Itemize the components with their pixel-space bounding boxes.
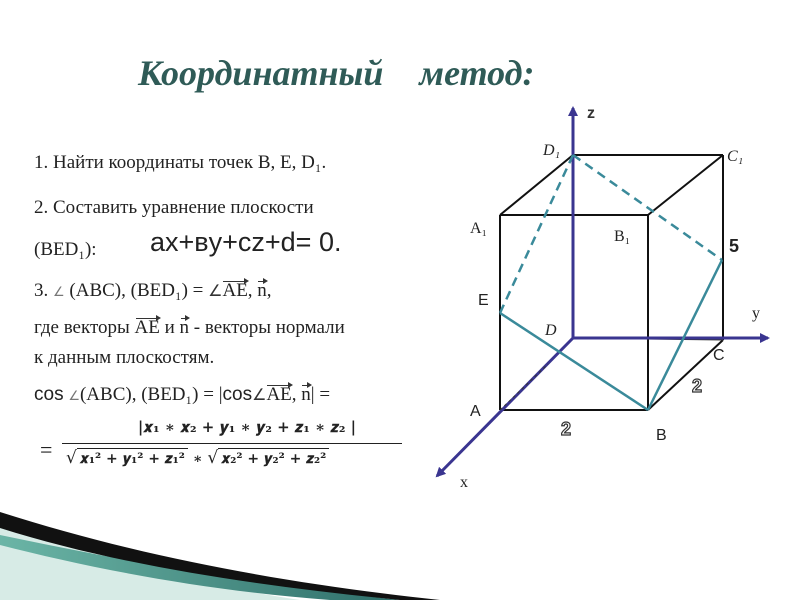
step-3-comma: , xyxy=(247,280,258,301)
vector-ae: AE xyxy=(134,317,160,338)
angle-icon: ∠ xyxy=(68,388,80,403)
cos-label: cos xyxy=(34,384,64,405)
vertex-c1-label: C₁ xyxy=(727,148,744,165)
step-2-plane-label: (BED₁): xyxy=(34,239,97,260)
plane-equation: ax+вy+cz+d= 0. xyxy=(150,227,342,257)
edge-c1-b1 xyxy=(648,155,723,215)
vector-ae: AE xyxy=(266,384,292,405)
dimension-height-label: 5 xyxy=(729,236,740,256)
cos-comma: , xyxy=(291,384,302,405)
segment-b-k xyxy=(648,260,722,410)
vertex-b1-label: B₁ xyxy=(614,228,631,245)
denominator-right: 𝒙₂² + 𝒚₂² + 𝒛₂² xyxy=(218,448,329,467)
decorative-swoosh xyxy=(0,512,440,600)
cos-label-2: cos xyxy=(222,384,253,405)
vertex-b-label: B xyxy=(656,427,667,444)
step-3-planes: (ABC), (BED₁) = xyxy=(69,280,204,301)
axis-y-label: y xyxy=(752,305,760,322)
angle-icon: ∠ xyxy=(53,284,65,299)
vertex-a1-label: A₁ xyxy=(470,220,488,237)
axis-x xyxy=(437,338,573,476)
step-3-number: 3. xyxy=(34,280,49,301)
vertex-d1-label: D₁ xyxy=(543,142,561,159)
slide-title: Координатный метод: xyxy=(138,53,535,93)
vector-ae: AE xyxy=(222,280,248,301)
where-text: где векторы xyxy=(34,317,130,338)
dimension-ab-label: 2 xyxy=(561,419,572,439)
formula-numerator: |𝒙₁ ∗ 𝒙₂ + 𝒚₁ ∗ 𝒚₂ + 𝒛₁ ∗ 𝒛₂ | xyxy=(137,418,357,436)
cos-planes: (ABC), (BED₁) = | xyxy=(79,384,223,405)
segment-d1-e xyxy=(500,155,573,313)
vertex-a-label: A xyxy=(470,403,481,420)
step-3-planes-text: к данным плоскостям. xyxy=(34,347,215,368)
axis-z-label: z xyxy=(587,105,595,122)
radical-icon: √ xyxy=(207,448,219,468)
vertex-c-label: C xyxy=(713,347,725,364)
vertex-e-label: E xyxy=(478,292,489,309)
dimension-bc-label: 2 xyxy=(692,376,703,396)
vector-n: n xyxy=(257,280,267,301)
step-2-text: 2. Составить уравнение плоскости xyxy=(34,197,314,218)
angle-icon: ∠ xyxy=(208,283,223,300)
step-1-text: 1. Найти координаты точек B, E, D₁. xyxy=(34,152,327,173)
edge-a1-d1 xyxy=(500,155,573,215)
step-3-end: , xyxy=(266,280,272,301)
axis-x-label: x xyxy=(460,474,468,491)
radical-icon: √ xyxy=(66,448,77,468)
and-text: и xyxy=(164,317,175,338)
denominator-mult: ∗ xyxy=(187,451,208,467)
cos-end: | = xyxy=(310,384,331,405)
cuboid-edges xyxy=(500,155,723,410)
angle-icon: ∠ xyxy=(252,387,267,404)
denominator-left: 𝒙₁² + 𝒚₁² + 𝒛₁² xyxy=(77,448,188,467)
vertex-d-label: D xyxy=(545,322,557,339)
normal-vectors-text: - векторы нормали xyxy=(193,317,345,338)
formula-equals: = xyxy=(40,437,53,462)
vector-n: n xyxy=(179,317,190,338)
vector-n: n xyxy=(301,384,311,405)
edge-b-c xyxy=(648,340,723,410)
